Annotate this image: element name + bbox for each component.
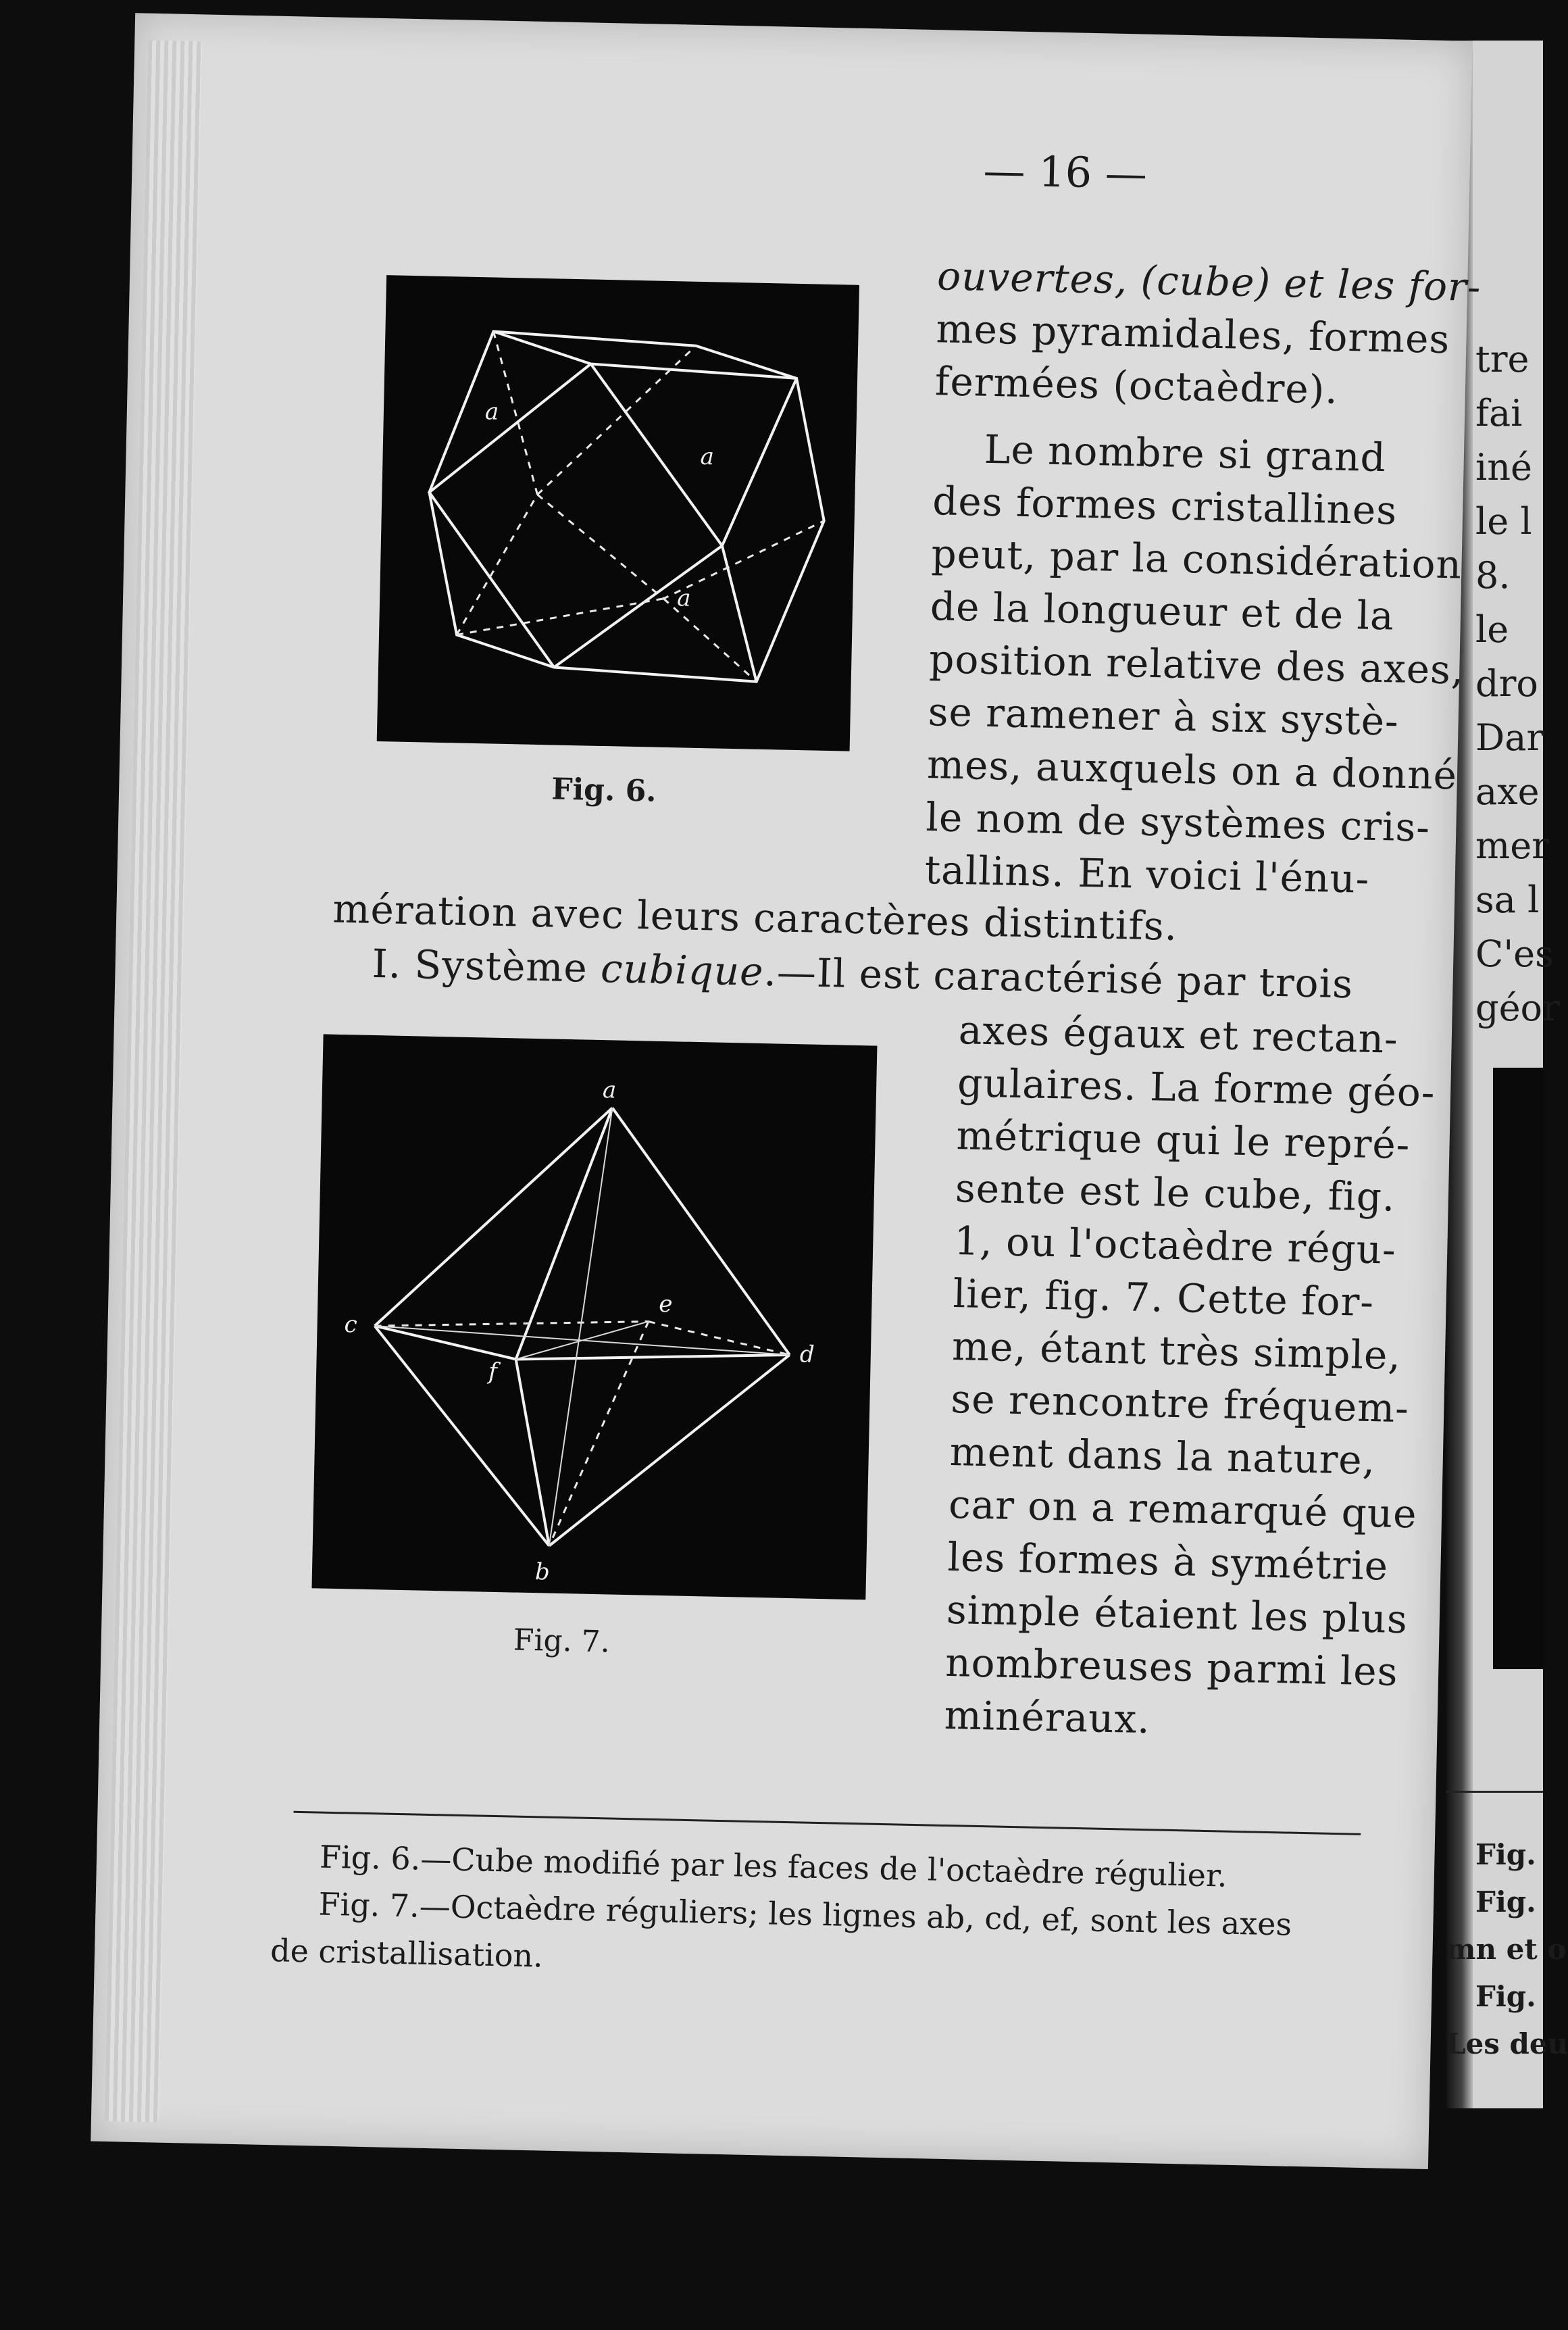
next-page-fragment: axe bbox=[1475, 770, 1540, 813]
body-line: 1, ou l'octaèdre régu- bbox=[953, 1218, 1397, 1273]
fig6-face-line bbox=[719, 546, 759, 682]
body-line: car on a remarqué que bbox=[948, 1481, 1418, 1537]
body-line: ment dans la nature, bbox=[949, 1428, 1376, 1484]
fig7-label: a bbox=[602, 1076, 617, 1104]
next-page-fragment: sa l bbox=[1475, 878, 1540, 921]
body-line: nombreuses parmi les bbox=[944, 1639, 1399, 1695]
body-line: mération avec leurs caractères distintifs. bbox=[332, 885, 1178, 949]
body-line: axes égaux et rectan- bbox=[958, 1007, 1399, 1062]
next-page-fragment: mn et o bbox=[1446, 1933, 1567, 1966]
body-line: minéraux. bbox=[944, 1691, 1151, 1743]
next-page-fragment: 8. bbox=[1475, 554, 1511, 597]
next-page-fragment: dro bbox=[1475, 662, 1538, 705]
fig6-face-line bbox=[554, 543, 722, 671]
fig7-edge bbox=[375, 1103, 613, 1331]
body-line: se rencontre fréquem- bbox=[950, 1376, 1410, 1432]
body-line: mes, auxquels on a donné bbox=[926, 741, 1458, 799]
figure-7-drawing bbox=[311, 1034, 877, 1600]
next-page-fragment: Fig. bbox=[1475, 1980, 1536, 2013]
next-page-fragment: iné bbox=[1475, 446, 1533, 489]
next-page-rule bbox=[1446, 1791, 1543, 1793]
figure-6-drawing bbox=[377, 275, 859, 751]
body-line: sente est le cube, fig. bbox=[955, 1165, 1396, 1220]
body-line-text: ouvertes, (cube) et les for- bbox=[936, 253, 1482, 311]
book-page bbox=[91, 13, 1482, 2169]
footnote-rule bbox=[293, 1811, 1361, 1835]
next-page-fragment: Fig. bbox=[1475, 1838, 1536, 1871]
next-page-fragment: Dar bbox=[1475, 716, 1544, 759]
body-line: le nom de systèmes cris- bbox=[925, 794, 1431, 851]
next-page-fragment: le bbox=[1475, 608, 1509, 651]
page-number: — 16 — bbox=[982, 145, 1148, 199]
fig6-label: a bbox=[700, 443, 715, 471]
fig7-label: b bbox=[534, 1558, 551, 1586]
fig6-label: a bbox=[676, 585, 691, 612]
fig7-edge bbox=[607, 1108, 794, 1355]
body-line: de la longueur et de la bbox=[930, 583, 1395, 639]
body-line: fermées (octaèdre). bbox=[934, 358, 1339, 413]
fig6-label: a bbox=[484, 398, 499, 426]
next-page-fragment: tre bbox=[1475, 338, 1529, 380]
body-line-text: .—Il est caractérisé par trois bbox=[763, 949, 1354, 1008]
next-page-fragment: C'es bbox=[1475, 933, 1554, 975]
fig7-label: f bbox=[488, 1358, 498, 1385]
figure-7-caption-label: Fig. 7. bbox=[513, 1622, 611, 1660]
body-line-text: I. Système bbox=[372, 940, 601, 991]
next-page-fragment: géor bbox=[1475, 987, 1560, 1029]
body-line: se ramener à six systè- bbox=[928, 689, 1400, 745]
footnote-fig7-continued: de cristallisation. bbox=[270, 1932, 544, 1975]
body-line: mes pyramidales, formes bbox=[935, 305, 1450, 363]
next-page-figure bbox=[1493, 1068, 1543, 1669]
fig6-hidden-edge bbox=[457, 594, 663, 639]
fig6-face-line bbox=[492, 331, 797, 378]
fig7-hidden-edge bbox=[549, 1320, 649, 1548]
body-line: métrique qui le repré- bbox=[955, 1112, 1411, 1168]
figure-7-octahedron bbox=[311, 1034, 877, 1600]
body-line: position relative des axes, bbox=[928, 636, 1465, 693]
body-line: Le nombre si grand bbox=[984, 426, 1387, 481]
fig7-edge bbox=[549, 1350, 790, 1551]
fig7-axis-ef bbox=[516, 1319, 649, 1362]
footnote-fig6: Fig. 6.—Cube modifié par les faces de l'octaèdre régulier. bbox=[319, 1838, 1228, 1894]
body-line: les formes à symétrie bbox=[946, 1533, 1389, 1589]
body-line-italic: cubique bbox=[600, 945, 765, 995]
fig6-face-line bbox=[587, 364, 796, 547]
body-line: lier, fig. 7. Cette for- bbox=[953, 1270, 1375, 1326]
fig7-edge bbox=[512, 1360, 553, 1546]
next-page-fragment: le l bbox=[1475, 500, 1532, 543]
body-line: simple étaient les plus bbox=[946, 1586, 1409, 1643]
body-line: gulaires. La forme géo- bbox=[957, 1060, 1436, 1116]
figure-6-caption-label: Fig. 6. bbox=[551, 772, 657, 809]
body-line bbox=[937, 253, 1482, 310]
next-page-fragment: fai bbox=[1475, 392, 1523, 435]
body-line bbox=[372, 941, 1353, 1007]
figure-6-cuboctahedron bbox=[377, 275, 859, 751]
page-edges bbox=[105, 41, 202, 2123]
next-page-fragment: mer bbox=[1475, 824, 1549, 867]
body-line: peut, par la considération bbox=[931, 530, 1463, 588]
body-line: me, étant très simple, bbox=[951, 1323, 1402, 1379]
body-line: des formes cristallines bbox=[932, 478, 1398, 534]
next-page-fragment: Fig. bbox=[1475, 1885, 1536, 1918]
fig7-label: c bbox=[344, 1311, 358, 1339]
fig7-axis-ab bbox=[549, 1107, 613, 1547]
next-page-fragment: Les deu bbox=[1446, 2027, 1568, 2060]
body-line: tallins. En voici l'énu- bbox=[924, 847, 1370, 902]
fig7-label: e bbox=[658, 1290, 673, 1318]
fig6-face-line bbox=[426, 361, 590, 668]
fig7-label: d bbox=[799, 1341, 815, 1368]
footnote-fig7: Fig. 7.—Octaèdre réguliers; les lignes ab, cd, ef, sont les axes bbox=[318, 1885, 1292, 1943]
